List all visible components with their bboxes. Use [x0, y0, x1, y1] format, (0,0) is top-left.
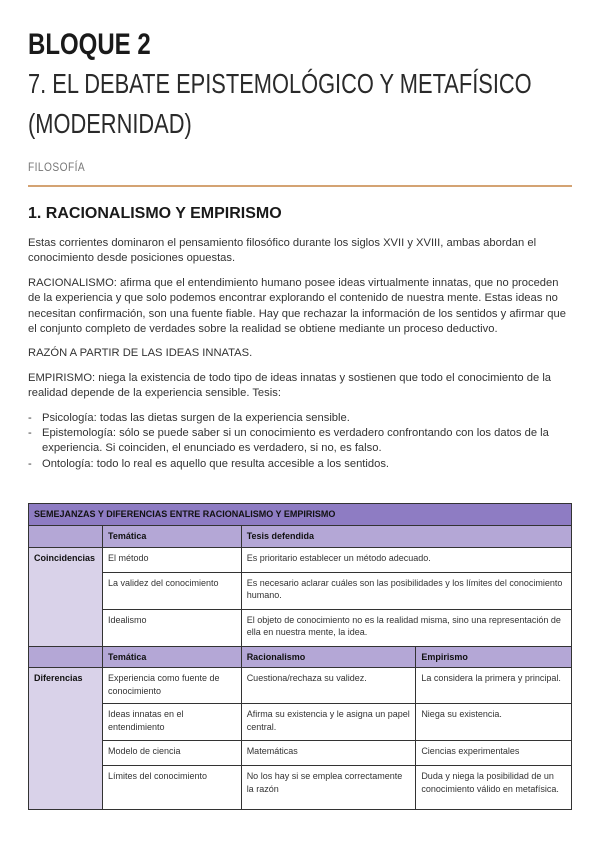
paragraph: RAZÓN A PARTIR DE LAS IDEAS INNATAS.: [28, 347, 253, 360]
table-cell: Duda y niega la posibilidad de un conocimiento válido en metafísica.: [416, 766, 572, 810]
page-title-line1: 7. EL DEBATE EPISTEMOLÓGICO Y METAFÍSICO: [28, 68, 532, 99]
list-item: - Epistemología: sólo se puede saber si un conocimiento es verdadero confrontando con los datos de la experiencia. Si coinciden, el enunciado es verdadero, si no, es falso.: [28, 426, 574, 457]
table-cell: Modelo de ciencia: [102, 741, 241, 766]
table-cell: El objeto de conocimiento no es la realidad misma, sino una representación de ella en nuestra mente, la idea.: [241, 609, 571, 646]
list-item: - Psicología: todas las dietas surgen de la experiencia sensible.: [28, 411, 574, 426]
paragraph: RACIONALISMO: afirma que el entendimiento humano posee ideas virtualmente innatas, que no proceden de la experiencia y que solo podemos encontrar explorando el contenido de nuestra mente. Estas ideas no necesitan confirmación, son una fuente fiable. Hay que rechazar la información de los sentidos y afirmar que el conjunto completo de verdades sobre la realidad se obtiene mediante un proceso deductivo.: [28, 276, 566, 336]
col-header: Temática: [102, 526, 241, 548]
row-group-label: Diferencias: [29, 668, 103, 810]
subject-label: FILOSOFÍA: [28, 160, 86, 174]
section-heading: 1. RACIONALISMO Y EMPIRISMO: [28, 205, 282, 222]
col-header: Racionalismo: [241, 646, 416, 668]
table-cell: Idealismo: [102, 609, 241, 646]
row-group-label: Coincidencias: [29, 547, 103, 646]
col-header: Empirismo: [416, 646, 572, 668]
table-cell: Es necesario aclarar cuáles son las posibilidades y los límites del conocimiento humano.: [241, 572, 571, 609]
table-cell: Cuestiona/rechaza su validez.: [241, 668, 416, 704]
paragraph: Estas corrientes dominaron el pensamiento filosófico durante los siglos XVII y XVIII, ambas abordan el conocimiento desde posiciones opuestas.: [28, 237, 537, 265]
table-cell: La considera la primera y principal.: [416, 668, 572, 704]
table-cell: Experiencia como fuente de conocimiento: [102, 668, 241, 704]
page-title-line2: (MODERNIDAD): [28, 108, 192, 139]
table-cell: El método: [102, 547, 241, 572]
table-cell: Es prioritario establecer un método adecuado.: [241, 547, 571, 572]
empty-header: [29, 646, 103, 668]
block-title: BLOQUE 2: [28, 28, 151, 61]
list-item: - Ontología: todo lo real es aquello que resulta accesible a los sentidos.: [28, 457, 574, 472]
empty-header: [29, 526, 103, 548]
table-cell: Afirma su existencia y le asigna un papel central.: [241, 704, 416, 741]
thesis-list: [28, 411, 574, 473]
section-body: [28, 236, 574, 482]
col-header: Tesis defendida: [241, 526, 571, 548]
table-title: SEMEJANZAS Y DIFERENCIAS ENTRE RACIONALISMO Y EMPIRISMO: [29, 504, 572, 526]
col-header: Temática: [102, 646, 241, 668]
table-cell: Niega su existencia.: [416, 704, 572, 741]
table-cell: Límites del conocimiento: [102, 766, 241, 810]
table-cell: Matemáticas: [241, 741, 416, 766]
table-cell: Ciencias experimentales: [416, 741, 572, 766]
comparison-table: [28, 503, 572, 810]
divider: [28, 185, 572, 187]
table-cell: Ideas innatas en el entendimiento: [102, 704, 241, 741]
table-cell: No los hay si se emplea correctamente la razón: [241, 766, 416, 810]
paragraph: EMPIRISMO: niega la existencia de todo tipo de ideas innatas y sostienen que todo el conocimiento de la realidad depende de la experiencia sensible. Tesis:: [28, 371, 552, 400]
table-cell: La validez del conocimiento: [102, 572, 241, 609]
